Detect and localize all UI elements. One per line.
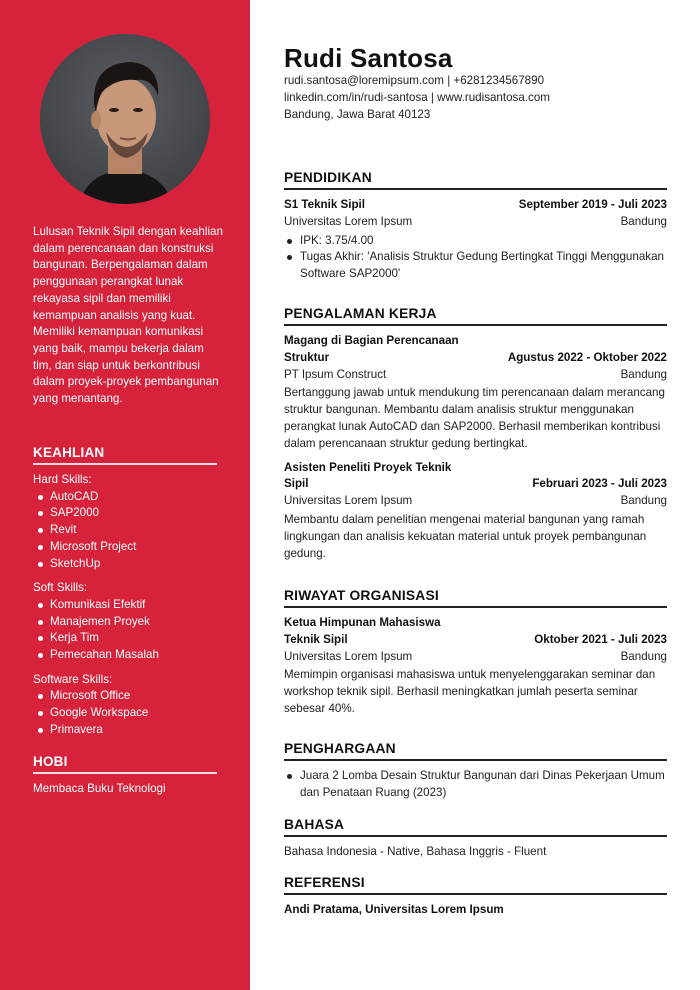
organization-description: Memimpin organisasi mahasiswa untuk menyelenggarakan seminar dan workshop teknik sipil. Berhasil meningkatkan jumlah peserta seminar sebesar 40%.	[284, 668, 656, 715]
organization-dates: Oktober 2021 - Juli 2023	[534, 632, 667, 646]
skill-item: Manajemen Proyek	[33, 614, 217, 631]
contact-info	[284, 73, 550, 123]
contact-address: Bandung, Jawa Barat 40123	[284, 107, 431, 121]
skills-heading: KEAHLIAN	[33, 445, 217, 465]
references-heading: REFERENSI	[284, 875, 667, 895]
awards-list	[284, 768, 667, 802]
education-heading: PENDIDIKAN	[284, 170, 667, 190]
hobby-text: Membaca Buku Teknologi	[33, 782, 166, 795]
job-title-cont: Sipil	[284, 477, 309, 491]
skill-item: Microsoft Project	[33, 539, 217, 556]
organization-location: Bandung	[620, 649, 667, 663]
skills-section	[33, 445, 217, 747]
software-skills-label: Software Skills:	[33, 672, 113, 686]
skill-item: Pemecahan Masalah	[33, 647, 217, 664]
award-item: Juara 2 Lomba Desain Struktur Bangunan dari Dinas Pekerjaan Umum dan Penataan Ruang (2023)	[284, 768, 667, 802]
education-bullet: IPK: 3.75/4.00	[284, 233, 667, 250]
languages-section	[284, 817, 667, 861]
awards-heading: PENGHARGAAN	[284, 741, 667, 761]
skill-item: SAP2000	[33, 505, 217, 522]
organization-heading: RIWAYAT ORGANISASI	[284, 588, 667, 608]
job-title: Magang di Bagian Perencanaan	[284, 334, 459, 347]
skill-item: Revit	[33, 522, 217, 539]
organization-title-cont: Teknik Sipil	[284, 632, 348, 646]
job-org: PT Ipsum Construct	[284, 367, 387, 381]
education-bullets	[284, 233, 667, 283]
contact-web: linkedin.com/in/rudi-santosa | www.rudisantosa.com	[284, 90, 550, 104]
skill-item: AutoCAD	[33, 489, 217, 506]
references-section	[284, 875, 667, 919]
experience-section	[284, 306, 667, 562]
school: Universitas Lorem Ipsum	[284, 214, 413, 228]
soft-skills-list	[33, 597, 217, 664]
skill-item: Google Workspace	[33, 705, 217, 722]
contact-email-phone: rudi.santosa@loremipsum.com | +6281234567890	[284, 74, 545, 87]
experience-heading: PENGALAMAN KERJA	[284, 306, 667, 326]
education-location: Bandung	[620, 214, 667, 228]
education-section	[284, 170, 667, 283]
education-bullet: Tugas Akhir: 'Analisis Struktur Gedung Bertingkat Tinggi Menggunakan Software SAP2000'	[284, 249, 667, 283]
job-location: Bandung	[620, 494, 667, 508]
degree: S1 Teknik Sipil	[284, 198, 365, 211]
job-location: Bandung	[620, 367, 667, 381]
job-title: Asisten Peneliti Proyek Teknik	[284, 460, 452, 474]
education-dates: September 2019 - Juli 2023	[518, 198, 667, 211]
job-entry	[284, 460, 667, 563]
references-text: Andi Pratama, Universitas Lorem Ipsum	[284, 903, 504, 916]
full-name: Rudi Santosa	[284, 43, 453, 73]
job-title-cont: Struktur	[284, 350, 330, 364]
job-description: Bertanggung jawab untuk mendukung tim perencanaan dalam merancang struktur bangunan. Membantu dalam analisis struktur menggunakan perangkat lunak AutoCAD dan SAP2000. Berhasil memberikan kontribusi dalam perencanaan struktur gedung bertingkat.	[284, 386, 665, 450]
job-dates: Agustus 2022 - Oktober 2022	[507, 350, 667, 364]
skill-item: Komunikasi Efektif	[33, 597, 217, 614]
job-dates: Februari 2023 - Juli 2023	[532, 477, 667, 491]
software-skills-list	[33, 688, 217, 738]
profile-photo	[40, 34, 210, 204]
skill-item: Kerja Tim	[33, 630, 217, 647]
languages-text: Bahasa Indonesia - Native, Bahasa Inggris - Fluent	[284, 845, 547, 858]
organization-org: Universitas Lorem Ipsum	[284, 649, 413, 663]
job-description: Membantu dalam penelitian mengenai material bangunan yang ramah lingkungan dan analisis kekuatan material untuk proyek pembangunan gedung.	[284, 512, 647, 560]
hobby-heading: HOBI	[33, 754, 217, 774]
hard-skills-label: Hard Skills:	[33, 473, 92, 486]
profile-photo-icon	[40, 34, 210, 204]
profile-summary: Lulusan Teknik Sipil dengan keahlian dalam perencanaan dan konstruksi bangunan. Berpengalaman dalam penggunaan perangkat lunak rekayasa sipil dan memiliki kemampuan analisis yang kuat. Memiliki kemampuan komunikasi yang baik, mampu bekerja dalam tim, dan siap untuk berkontribusi dalam proyek-proyek pembangunan yang menantang.	[33, 225, 223, 406]
organization-title: Ketua Himpunan Mahasiswa	[284, 616, 441, 629]
hobby-section	[33, 754, 217, 798]
awards-section	[284, 741, 667, 802]
job-org: Universitas Lorem Ipsum	[284, 494, 413, 508]
soft-skills-label: Soft Skills:	[33, 581, 88, 595]
skill-item: SketchUp	[33, 556, 217, 573]
organization-section	[284, 588, 667, 718]
sidebar	[0, 0, 250, 990]
job-entry	[284, 333, 667, 453]
skill-item: Microsoft Office	[33, 688, 217, 705]
hard-skills-list	[33, 489, 217, 573]
skill-item: Primavera	[33, 722, 217, 739]
languages-heading: BAHASA	[284, 817, 667, 837]
